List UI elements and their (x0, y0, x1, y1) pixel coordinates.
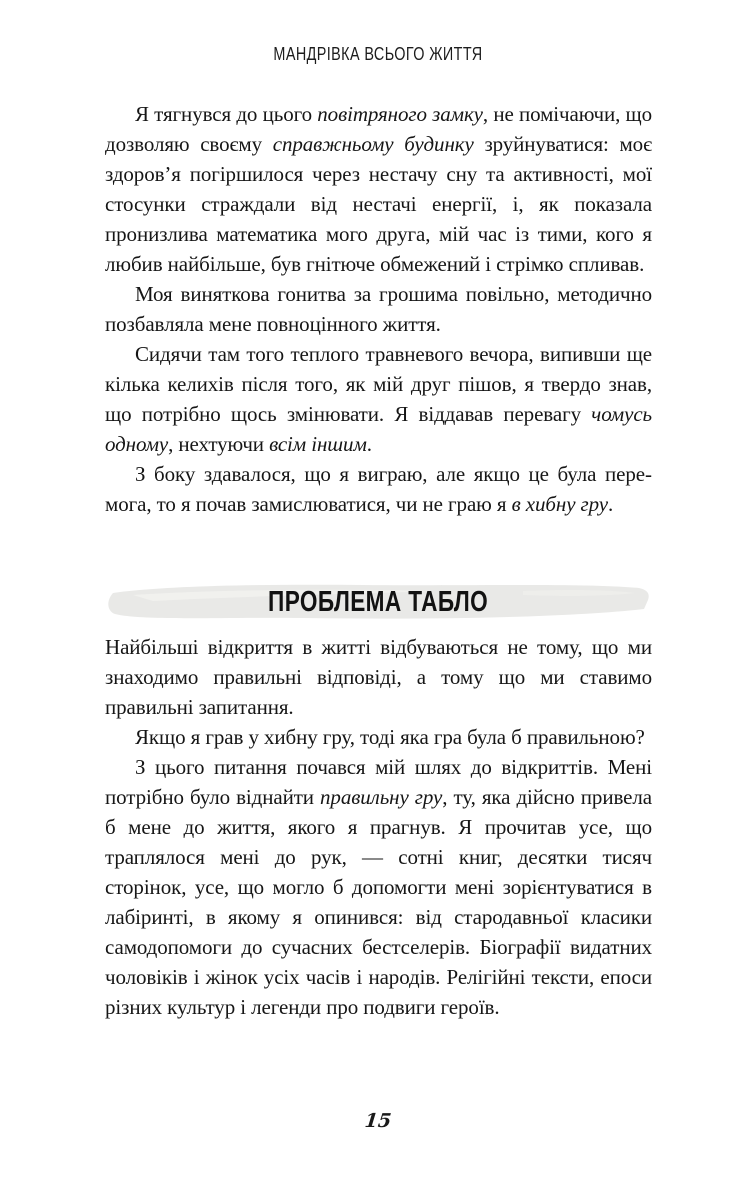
emphasis-text: правильну гру (320, 785, 443, 809)
text-run: Найбільші відкриття в житті відбуваються не тому, що ми знаходимо правильні відповіді, а тому що ми ставимо правильні запитання. (105, 635, 652, 719)
text-run: З цього питання почався мій шлях до відкриттів. Мені потрібно було віднайти (105, 755, 652, 809)
text-run: зруйнуватися: моє здоров’я погіршилося через нестачу сну та активності, мої стосунки страждали від нестачі енергії, і, як показала пронизлива математика мого друга, мій час із тими, кого я любив найбільше, був гнітюче обмежений і стрімко спливав. (105, 132, 652, 276)
running-head: МАНДРІВКА ВСЬОГО ЖИТТЯ (273, 44, 483, 64)
body-text-after-heading (105, 632, 652, 1022)
paragraph (105, 279, 652, 339)
paragraph (105, 632, 652, 722)
emphasis-text: справжньому будинку (272, 132, 474, 156)
paragraph (105, 339, 652, 459)
text-run: Якщо я грав у хибну гру, тоді яка гра була б правильною? (135, 725, 645, 749)
text-run: . (608, 492, 614, 516)
text-run: , не помічаючи, що дозволяю своєму (105, 102, 652, 156)
paragraph (105, 752, 652, 1022)
emphasis-text: чомусь одному (105, 402, 652, 456)
body-text-before-heading (105, 99, 652, 519)
paragraph (105, 99, 652, 279)
page-number: 15 (363, 1110, 393, 1132)
emphasis-text: в хибну гру (511, 492, 608, 516)
paragraph (105, 722, 652, 752)
text-run: З боку здавалося, що я виграю, але якщо це була перемога, то я почав замислюватися, чи не граю я (105, 462, 652, 516)
text-run: Моя виняткова гонитва за грошима повільно, методично позбавляла мене повноцінного життя. (105, 282, 652, 336)
text-run: Сидячи там того теплого травневого вечора, випивши ще кілька келихів після того, як мій друг пішов, я твердо знав, що потрібно щось змінювати. Я віддавав перевагу (105, 342, 652, 426)
paragraph (105, 459, 652, 519)
section-heading-label: ПРОБЛЕМА ТАБЛО (268, 585, 489, 618)
emphasis-text: повітряного замку (317, 102, 483, 126)
text-run: , нехтуючи (168, 432, 270, 456)
emphasis-text: всім іншим (269, 432, 367, 456)
text-run: , ту, яка дійсно привела б мене до життя, якого я прагнув. Я прочитав усе, що траплялося мені до рук, — сотні книг, десятки тисяч сторінок, усе, що могло б допомогти мені зорієнтуватися в лабіринті, в якому я опинився: від стародавньої класики самодопомоги до сучасних бестселерів. Біографії видатних чоловіків і жінок усіх часів і народів. Релігійні тексти, епоси різних культур і легенди про подвиги героїв. (105, 785, 652, 1019)
section-heading (103, 581, 654, 623)
text-run: Я тягнувся до цього (135, 102, 318, 126)
text-run: . (366, 432, 372, 456)
